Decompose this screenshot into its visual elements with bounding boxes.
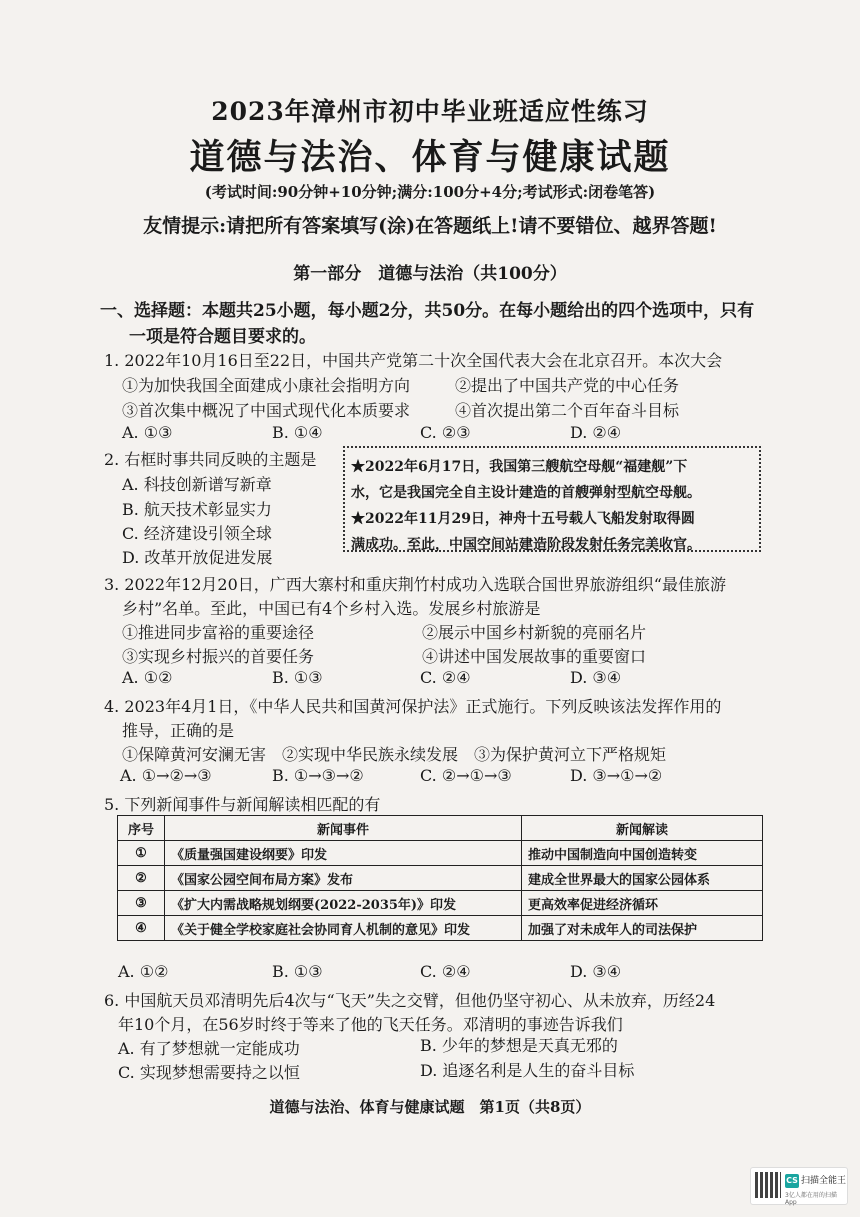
- q4-option-a: A. ①→②→③: [120, 766, 212, 785]
- q3-statement-1: ①推进同步富裕的重要途径: [122, 623, 315, 642]
- q1-stem: 1. 2022年10月16日至22日，中国共产党第二十次全国代表大会在北京召开。本次大会: [104, 351, 723, 370]
- row-event: 《国家公园空间布局方案》发布: [165, 866, 522, 891]
- q1-statement-2: ②提出了中国共产党的中心任务: [455, 376, 680, 395]
- q3-option-b: B. ①③: [272, 668, 323, 687]
- q5-stem: 5. 下列新闻事件与新闻解读相匹配的有: [104, 795, 381, 814]
- q3-statement-2: ②展示中国乡村新貌的亮丽名片: [422, 623, 647, 642]
- q4-option-b: B. ①→③→②: [272, 766, 364, 785]
- table-row: [118, 841, 763, 866]
- q3-statement-4: ④讲述中国发展故事的重要窗口: [422, 647, 647, 666]
- q2-option-d: D. 改革开放促进发展: [122, 548, 273, 567]
- table-row: [118, 916, 763, 941]
- col-header-event: 新闻事件: [165, 816, 522, 841]
- q4-stem-line1: 4. 2023年4月1日，《中华人民共和国黄河保护法》正式施行。下列反映该法发挥作用的: [104, 697, 722, 716]
- q1-statement-3: ③首次集中概况了中国式现代化本质要求: [122, 401, 411, 420]
- q1-option-b: B. ①④: [272, 423, 323, 442]
- col-header-interpretation: 新闻解读: [522, 816, 763, 841]
- q2-option-c: C. 经济建设引领全球: [122, 524, 272, 543]
- qr-code-icon: [755, 1172, 781, 1198]
- q3-option-a: A. ①②: [122, 668, 173, 687]
- exam-info: (考试时间:90分钟+10分钟;满分:100分+4分;考试形式:闭卷笔答): [204, 183, 656, 201]
- row-interpretation: 更高效率促进经济循环: [522, 891, 763, 916]
- q4-option-c: C. ②→①→③: [420, 766, 512, 785]
- section-instructions-line1: 一、选择题：本题共25小题，每小题2分，共50分。在每小题给出的四个选项中，只有: [100, 301, 755, 321]
- q1-option-c: C. ②③: [420, 423, 471, 442]
- q5-option-d: D. ③④: [570, 962, 622, 981]
- row-index: ②: [118, 866, 165, 891]
- exam-tip: 友情提示:请把所有答案填写(涂)在答题纸上!请不要错位、越界答题!: [143, 215, 717, 237]
- row-index: ③: [118, 891, 165, 916]
- q2-news-line-2: 水，它是我国完全自主设计建造的首艘弹射型航空母舰。: [351, 485, 701, 501]
- q2-news-box: [343, 446, 761, 552]
- q5-option-b: B. ①③: [272, 962, 323, 981]
- row-interpretation: 建成全世界最大的国家公园体系: [522, 866, 763, 891]
- row-index: ①: [118, 841, 165, 866]
- camscanner-logo-icon: CS: [785, 1174, 799, 1188]
- q3-stem-line2: 乡村”名单。至此，中国已有4个乡村入选。发展乡村旅游是: [122, 599, 541, 618]
- q2-option-a: A. 科技创新谱写新章: [122, 475, 272, 494]
- q2-news-line-4: 满成功。至此，中国空间站建造阶段发射任务完美收官。: [351, 537, 701, 553]
- q6-option-b: B. 少年的梦想是天真无邪的: [420, 1036, 618, 1055]
- scanner-tagline: 3亿人都在用的扫描App: [785, 1192, 837, 1206]
- q6-option-d: D. 追逐名利是人生的奋斗目标: [420, 1061, 635, 1080]
- q6-option-a: A. 有了梦想就一定能成功: [118, 1039, 300, 1058]
- q3-option-c: C. ②④: [420, 668, 471, 687]
- page-footer: 道德与法治、体育与健康试题 第1页（共8页）: [269, 1098, 591, 1116]
- q1-statement-1: ①为加快我国全面建成小康社会指明方向: [122, 376, 411, 395]
- q1-option-a: A. ①③: [122, 423, 173, 442]
- q1-option-d: D. ②④: [570, 423, 622, 442]
- q2-option-b: B. 航天技术彰显实力: [122, 500, 272, 519]
- q4-stem-line2: 推导，正确的是: [122, 721, 235, 740]
- q3-option-d: D. ③④: [570, 668, 622, 687]
- q4-statements: ①保障黄河安澜无害 ②实现中华民族永续发展 ③为保护黄河立下严格规矩: [122, 745, 667, 764]
- row-event: 《扩大内需战略规划纲要(2022-2035年)》印发: [165, 891, 522, 916]
- exam-title-year: 2023年漳州市初中毕业班适应性练习: [211, 97, 649, 126]
- q5-option-a: A. ①②: [118, 962, 169, 981]
- part-heading: 第一部分 道德与法治（共100分）: [293, 264, 567, 284]
- col-header-index: 序号: [118, 816, 165, 841]
- q3-statement-3: ③实现乡村振兴的首要任务: [122, 647, 315, 666]
- table-row: [118, 866, 763, 891]
- exam-title-subject: 道德与法治、体育与健康试题: [189, 137, 671, 178]
- row-event: 《质量强国建设纲要》印发: [165, 841, 522, 866]
- scanner-name: 扫描全能王: [801, 1176, 847, 1186]
- row-interpretation: 加强了对未成年人的司法保护: [522, 916, 763, 941]
- table-header-row: [118, 816, 763, 841]
- q4-option-d: D. ③→①→②: [570, 766, 663, 785]
- q1-statement-4: ④首次提出第二个百年奋斗目标: [455, 401, 680, 420]
- q5-news-table: [117, 815, 763, 941]
- section-instructions-line2: 一项是符合题目要求的。: [129, 327, 316, 347]
- row-index: ④: [118, 916, 165, 941]
- scanner-watermark: [750, 1167, 848, 1205]
- q2-news-line-1: ★2022年6月17日，我国第三艘航空母舰“福建舰”下: [351, 459, 688, 475]
- row-event: 《关于健全学校家庭社会协同育人机制的意见》印发: [165, 916, 522, 941]
- q2-stem: 2. 右框时事共同反映的主题是: [104, 450, 317, 469]
- row-interpretation: 推动中国制造向中国创造转变: [522, 841, 763, 866]
- q6-option-c: C. 实现梦想需要持之以恒: [118, 1063, 300, 1082]
- table-row: [118, 891, 763, 916]
- q3-stem-line1: 3. 2022年12月20日，广西大寨村和重庆荆竹村成功入选联合国世界旅游组织“最佳旅游: [104, 575, 726, 594]
- q6-stem-line2: 年10个月，在56岁时终于等来了他的飞天任务。邓清明的事迹告诉我们: [118, 1015, 623, 1034]
- q2-news-line-3: ★2022年11月29日，神舟十五号载人飞船发射取得圆: [351, 511, 695, 527]
- q5-option-c: C. ②④: [420, 962, 471, 981]
- q6-stem-line1: 6. 中国航天员邓清明先后4次与“飞天”失之交臂，但他仍坚守初心、从未放弃，历经24: [104, 991, 716, 1010]
